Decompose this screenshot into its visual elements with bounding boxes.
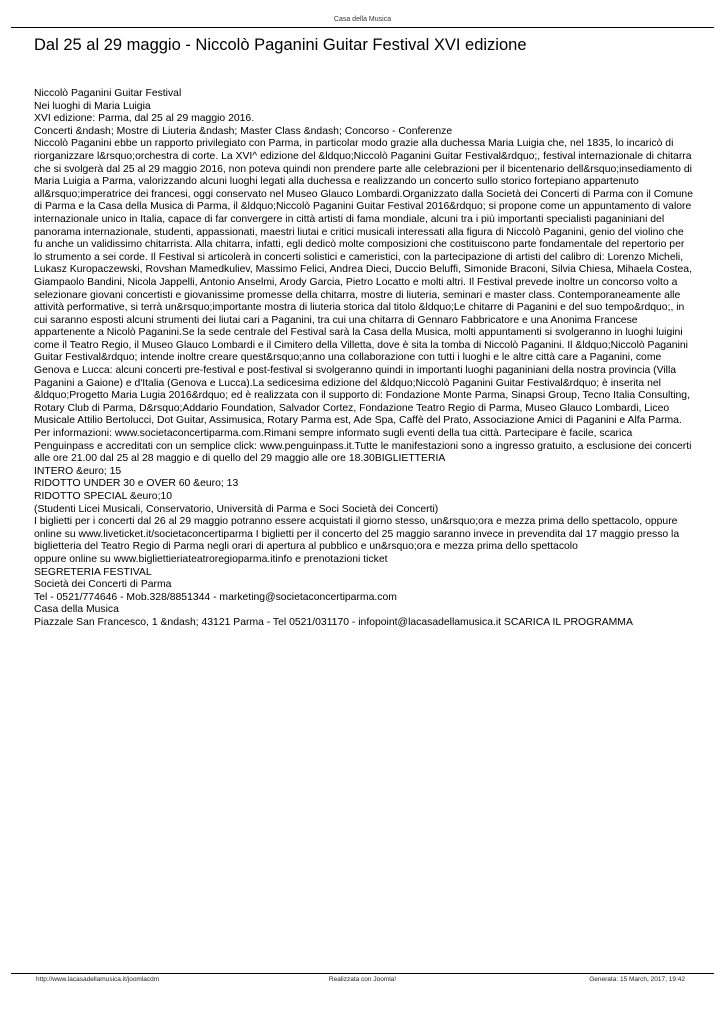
ticket-online: oppure online su www.bigliettieriateatroregioparma.itinfo e prenotazioni ticket xyxy=(34,553,388,565)
article-paragraph: Niccolò Paganini ebbe un rapporto privilegiato con Parma, in particolar modo grazie alla duchessa Maria Luigia che, nel 1835, lo incaricò di riorganizzare l&rsquo;orchestra di corte. La XVI^ edizione del &ldquo;Niccolò Paganini Guitar Festival&rdquo;, festival internazionale di chitarra che si svolgerà dal 25 al 29 maggio 2016, non poteva quindi non prendere parte alle celebrazioni per il bicentenario dell&rsquo;insediamento di Maria Luigia a Parma, valorizzando alcuni luoghi legati alla duchessa e realizzando un concerto sullo storico fortepiano appartenuto all&rsquo;imperatrice dei francesi, oggi conservato nel Museo Glauco Lombardi.Organizzato dalla Società dei Concerti di Parma con il Comune di Parma e la Casa della Musica di Parma, il &ldquo;Niccolò Paganini Guitar Festival 2016&rdquo; si propone come un appuntamento di valore internazionale unico in Italia, capace di far convergere in città artisti di fama mondiale, alcuni tra i più importanti specialisti paganiniani del panorama internazionale, studenti, appassionati, maestri liutai e critici musicali interessati alla figura di Niccolò Paganini, genio del violino che fu anche un validissimo chitarrista. Alla chitarra, infatti, egli dedicò molte composizioni che costituiscono parte fondamentale del repertorio per lo strumento a sei corde. Il Festival si articolerà in concerti solistici e cameristici, con la partecipazione di artisti del calibro di: Lorenzo Micheli, Lukasz Kuropaczewski, Rovshan Mamedkuliev, Massimo Felici, Andrea Dieci, Duccio Beluffi, Simonide Braconi, Silvia Chiesa, Mihaela Costea, Giampaolo Bandini, Nicola Jappelli, Antonio Anselmi, Arody Garcia, Pietro Locatto e molti altri. Il Festival prevede inoltre un concorso volto a selezionare giovani concertisti e giovanissime promesse della chitarra, mostre di liuteria, seminari e master class. Contemporaneamente alle attività performative, si terrà un&rsquo;importante mostra di liuteria storica dal titolo &ldquo;Le chitarre di Paganini e del suo tempo&rdquo;, in cui saranno esposti alcuni strumenti dei liutai cari a Paganini, tra cui una chitarra di Gennaro Fabbricatore e una Anonima Francese appartenente a Nicolò Paganini.Se la sede centrale del Festival sarà la Casa della Musica, molti appuntamenti si svolgeranno in luoghi luigini come il Teatro Regio, il Museo Glauco Lombardi e il Cimitero della Villetta, dove è sita la tomba di Niccolò Paganini. Il &ldquo;Niccolò Paganini Guitar Festival&rdquo; intende inoltre creare quest&rsquo;anno una collaborazione con tutti i luoghi e le altre città care a Paganini, come Genova e Lucca: alcuni concerti pre-festival e post-festival si svolgeranno quindi in importanti luoghi paganiniani della nostra provincia (Villa Paganini a Gaione) e d'Italia (Genova e Lucca).La sedicesima edizione del &ldquo;Niccolò Paganini Guitar Festival&rdquo; è inserita nel &ldquo;Progetto Maria Lugia 2016&rdquo; ed è realizzata con il supporto di: Fondazione Monte Parma, Sinapsi Group, Tecno Italia Consulting, Rotary Club di Parma, D&rsquo;Addario Foundation, Salvador Cortez, Fondazione Teatro Regio di Parma, Museo Glauco Lombardi, Liceo Musicale Attilio Bertolucci, Dot Guitar, Assimusica, Rotary Parma est, Ade Spa, Caffè del Prato, Associazione Amici di Paganini e Alfa Parma. Per informazioni: www.societaconcertiparma.com.Rimani sempre informato sugli eventi della tua città. Partecipare è facile, scarica Penguinpass e accreditati con un semplice click: www.penguinpass.it.Tutte le manifestazioni sono a ingresso gratuito, a esclusione dei concerti alle ore 21.00 dal 25 al 28 maggio e di quello del 29 maggio alle ore 18.30BIGLIETTERIA xyxy=(34,138,693,465)
article-line: Concerti &ndash; Mostre di Liuteria &ndash; Master Class &ndash; Concorso - Conferenze xyxy=(34,125,453,137)
article-line: Niccolò Paganini Guitar Festival xyxy=(34,88,182,99)
venue-name: Casa della Musica xyxy=(34,604,119,616)
ticket-info: I biglietti per i concerti dal 26 al 29 maggio potranno essere acquistati il giorno stesso, un&rsquo;ora e mezza prima dello spettacolo, oppure online su www.liveticket.it/societaconcertiparma I biglietti per il concerto del 25 maggio saranno invece in prevendita dal 17 maggio presso la biglietteria del Teatro Regio di Parma negli orari di apertura al pubblico e un&rsquo;ora e mezza prima dello spettacolo xyxy=(34,516,680,553)
site-name: Casa della Musica xyxy=(333,16,392,23)
article-line: Nei luoghi di Maria Luigia xyxy=(34,100,151,112)
ticket-note: (Studenti Licei Musicali, Conservatorio, Università di Parma e Soci Società dei Concerti) xyxy=(34,503,439,515)
article-title: Dal 25 al 29 maggio - Niccolò Paganini Guitar Festival XVI edizione xyxy=(34,36,527,54)
ticket-price-special: RIDOTTO SPECIAL &euro;10 xyxy=(34,491,173,502)
secretariat-heading: SEGRETERIA FESTIVAL xyxy=(34,566,152,578)
footer-divider xyxy=(11,973,714,974)
footer-powered-by: Realizzata con Joomla! xyxy=(328,976,397,983)
secretariat-org: Società dei Concerti di Parma xyxy=(34,579,172,591)
footer-url: http://www.lacasadellamusica.it/joomlacdm xyxy=(36,976,160,983)
ticket-price-full: INTERO &euro; 15 xyxy=(34,465,122,477)
secretariat-contact: Tel - 0521/774646 - Mob.328/8851344 - marketing@societaconcertiparma.com xyxy=(34,591,397,603)
article-line: XVI edizione: Parma, dal 25 al 29 maggio 2016. xyxy=(34,113,255,125)
header-divider xyxy=(11,27,714,28)
ticket-price-reduced: RIDOTTO UNDER 30 e OVER 60 &euro; 13 xyxy=(34,478,239,490)
article-body xyxy=(34,88,694,630)
venue-contact: Piazzale San Francesco, 1 &ndash; 43121 Parma - Tel 0521/031170 - infopoint@lacasadellamusica.it SCARICA IL PROGRAMMA xyxy=(34,616,633,628)
footer-generated-date: Generata: 15 March, 2017, 19:42 xyxy=(589,976,685,983)
